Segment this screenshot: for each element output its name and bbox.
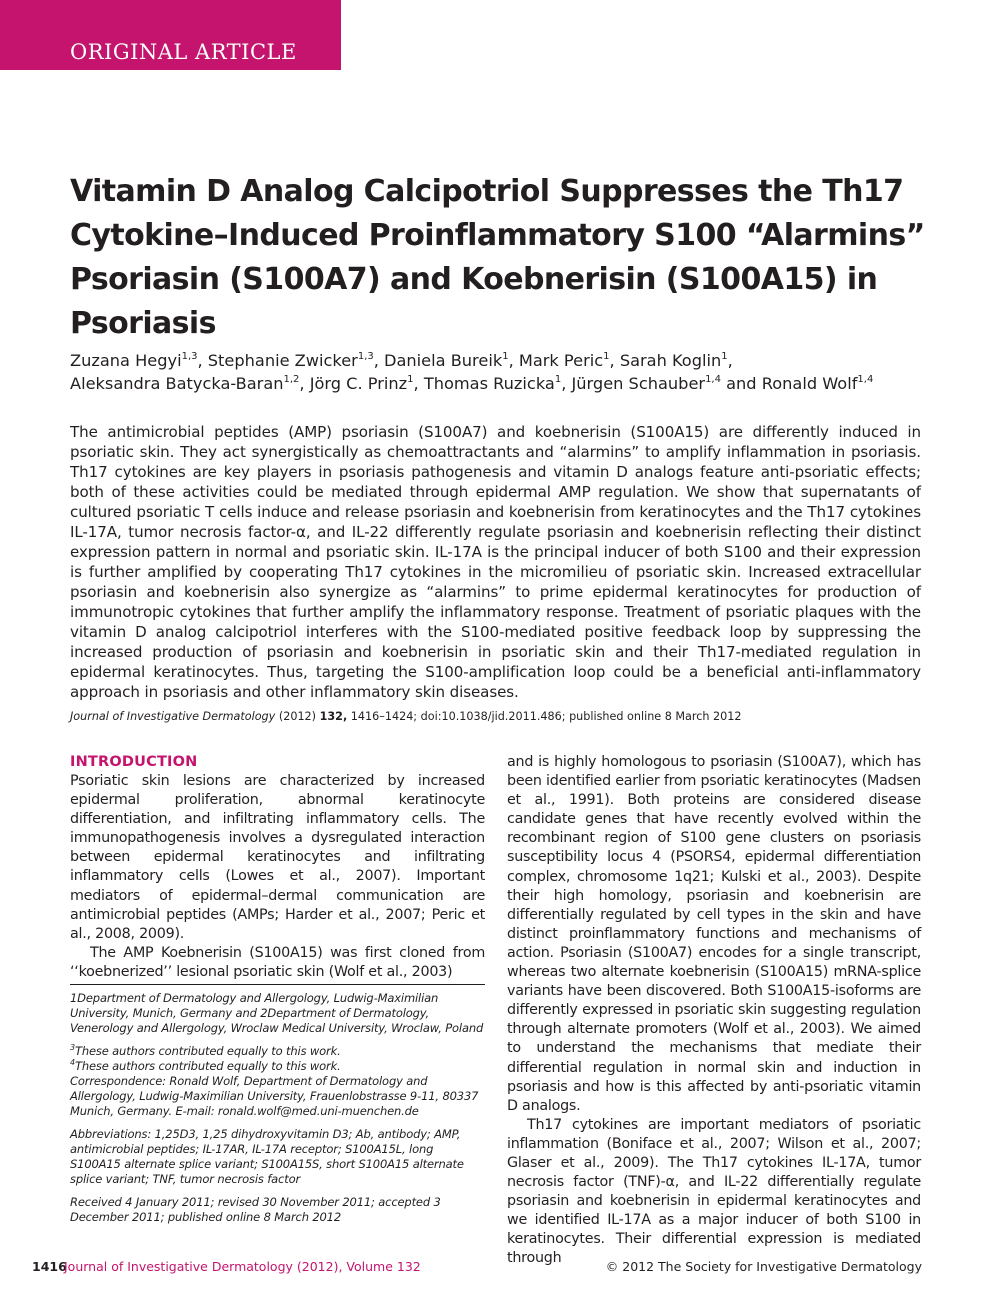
author: Stephanie Zwicker$^{1,3}$, — [207, 350, 385, 370]
author: Sarah Koglin$^1$, — [619, 350, 733, 370]
left-column — [70, 753, 485, 982]
footnote-abbreviations: Abbreviations: 1,25D3, 1,25 dihydroxyvitamin D3; Ab, antibody; AMP, antimicrobial peptides; IL-17AR, IL-17A receptor; S100A15L, long S100A15 alternate splice variant; S100A15S, short S100A15 alternate splice variant; TNF, tumor necrosis factor — [70, 1127, 464, 1186]
citation-line — [70, 709, 950, 725]
author: Mark Peric$^1$, — [518, 350, 620, 370]
paragraph: Th17 cytokines are important mediators of psoriatic inflammation (Boniface et al., 2007; Wilson et al., 2007; Glaser et al., 2009). The Th17 cytokines IL-17A, tumor necrosis factor (TNF)-α, and IL-22 differentially regulate psoriasin and koebnerisin in epidermal keratinocytes and we identified IL-17A as a major inducer of both S100 in keratinocytes. Their differential expression is mediated through — [507, 1116, 921, 1267]
author: Ronald Wolf$^{1,4}$ — [761, 373, 874, 393]
footnote-dates: Received 4 January 2011; revised 30 November 2011; accepted 3 December 2011; published online 8 March 2012 — [70, 1195, 441, 1224]
citation-details: 1416–1424; doi:10.1038/jid.2011.486; published online 8 March 2012 — [347, 710, 742, 723]
citation-volume: 132, — [319, 710, 348, 723]
author: Thomas Ruzicka$^1$, — [423, 373, 572, 393]
footnote-affiliations: 1Department of Dermatology and Allergology, Ludwig-Maximilian University, Munich, Germany and 2Department of Dermatology, Venerology and Allergology, Wroclaw Medical University, Wroclaw, Poland — [70, 991, 484, 1035]
right-column — [507, 753, 921, 1269]
footnote-correspondence: Correspondence: Ronald Wolf, Department of Dermatology and Allergology, Ludwig-Maximilian University, Frauenlobstrasse 9-11, 80337 Munich, Germany. E-mail: ronald.wolf@med.uni-muenchen.de — [70, 1074, 479, 1118]
author-line-1 — [70, 349, 950, 372]
title-line: Psoriasin (S100A7) and Koebnerisin (S100A15) in — [70, 262, 878, 297]
citation-journal: Journal of Investigative Dermatology — [70, 710, 276, 723]
footnote-equal-contribution: $^4$These authors contributed equally to this work. — [70, 1058, 341, 1073]
author: Jörg C. Prinz$^1$, — [309, 373, 424, 393]
title-line: Vitamin D Analog Calcipotriol Suppresses the Th17 — [70, 174, 904, 209]
page-number: 1416 — [32, 1259, 67, 1274]
section-heading: INTRODUCTION — [70, 754, 198, 770]
author-line-2 — [70, 372, 950, 395]
article-title — [70, 170, 950, 346]
article-type-label: ORIGINAL ARTICLE — [70, 40, 297, 64]
paragraph: and is highly homologous to psoriasin (S100A7), which has been identified earlier from psoriatic keratinocytes (Madsen et al., 1991). Both proteins are considered disease candidate genes that have recently evolved within the recombinant region of S100 gene clusters on psoriasis susceptibility locus 4 (PSORS4, epidermal differentiation complex, chromosome 1q21; Kulski et al., 2003). Despite their high homology, psoriasin and koebnerisin are differentially regulated by cell types in the skin and have distinct proinflammatory functions and mechanisms of action. Psoriasin (S100A7) encodes for a single transcript, whereas two alternate koebnerisin (S100A15) mRNA-splice variants have been discovered. Both S100A15-isoforms are differently expressed in psoriatic skin suggesting regulation through alternate promoters (Wolf et al., 2003). We aimed to understand the mechanisms that mediate their differential regulation in normal skin and induction in psoriasis and how is this affected by anti-psoriatic vitamin D analogs. — [507, 754, 921, 1114]
footnotes — [70, 991, 485, 1225]
abstract: The antimicrobial peptides (AMP) psoriasin (S100A7) and koebnerisin (S100A15) are differently induced in psoriatic skin. They act synergistically as chemoattractants and “alarmins” to amplify inflammation in psoriasis. Th17 cytokines are key players in psoriasis pathogenesis and vitamin D analogs feature anti-psoriatic effects; both of these activities could be mediated through epidermal AMP regulation. We show that supernatants of cultured psoriatic T cells induce and release psoriasin and koebnerisin from keratinocytes and the Th17 cytokines IL-17A, tumor necrosis factor-α, and IL-22 differently regulate psoriasin and koebnerisin reflecting their distinct expression pattern in normal and psoriatic skin. IL-17A is the principal inducer of both S100 and their expression is further amplified by cooperating Th17 cytokines in the micromilieu of psoriatic skin. Increased extracellular psoriasin and koebnerisin also synergize as “alarmins” to prime epidermal keratinocytes for production of immunotropic cytokines that further amplify the inflammatory response. Treatment of psoriatic plaques with the vitamin D analog calcipotriol interferes with the S100-mediated positive feedback loop by suppressing the increased production of psoriasin and koebnerisin in psoriatic skin and their Th17-mediated regulation in epidermal keratinocytes. Thus, targeting the S100-amplification loop could be a beneficial anti-inflammatory approach in psoriasis and other inflammatory skin diseases. — [70, 423, 921, 701]
footer-copyright: © 2012 The Society for Investigative Dermatology — [605, 1259, 922, 1274]
citation-year: (2012) — [275, 710, 320, 723]
footnote-divider — [70, 984, 485, 985]
paragraph: The AMP Koebnerisin (S100A15) was first cloned from ‘‘koebnerized’’ lesional psoriatic skin (Wolf et al., 2003) — [70, 944, 485, 980]
author: Daniela Bureik$^1$, — [384, 350, 519, 370]
footer-journal: Journal of Investigative Dermatology (2012), Volume 132 — [64, 1259, 421, 1274]
footnote-equal-contribution: $^3$These authors contributed equally to this work. — [70, 1043, 341, 1058]
author: Jürgen Schauber$^{1,4}$ and — [571, 373, 762, 393]
author-list — [70, 349, 950, 395]
title-line: Psoriasis — [70, 306, 216, 341]
author: Zuzana Hegyi$^{1,3}$, — [70, 350, 208, 370]
paragraph: Psoriatic skin lesions are characterized by increased epidermal proliferation, abnormal keratinocyte differentiation, and infiltrating inflammatory cells. The immunopathogenesis involves a dysregulated interaction between epidermal keratinocytes and infiltrating inflammatory cells (Lowes et al., 2007). Important mediators of epidermal–dermal communication are antimicrobial peptides (AMPs; Harder et al., 2007; Peric et al., 2008, 2009). — [70, 773, 485, 942]
title-line: Cytokine–Induced Proinflammatory S100 “Alarmins” — [70, 218, 925, 253]
author: Aleksandra Batycka-Baran$^{1,2}$, — [70, 373, 310, 393]
